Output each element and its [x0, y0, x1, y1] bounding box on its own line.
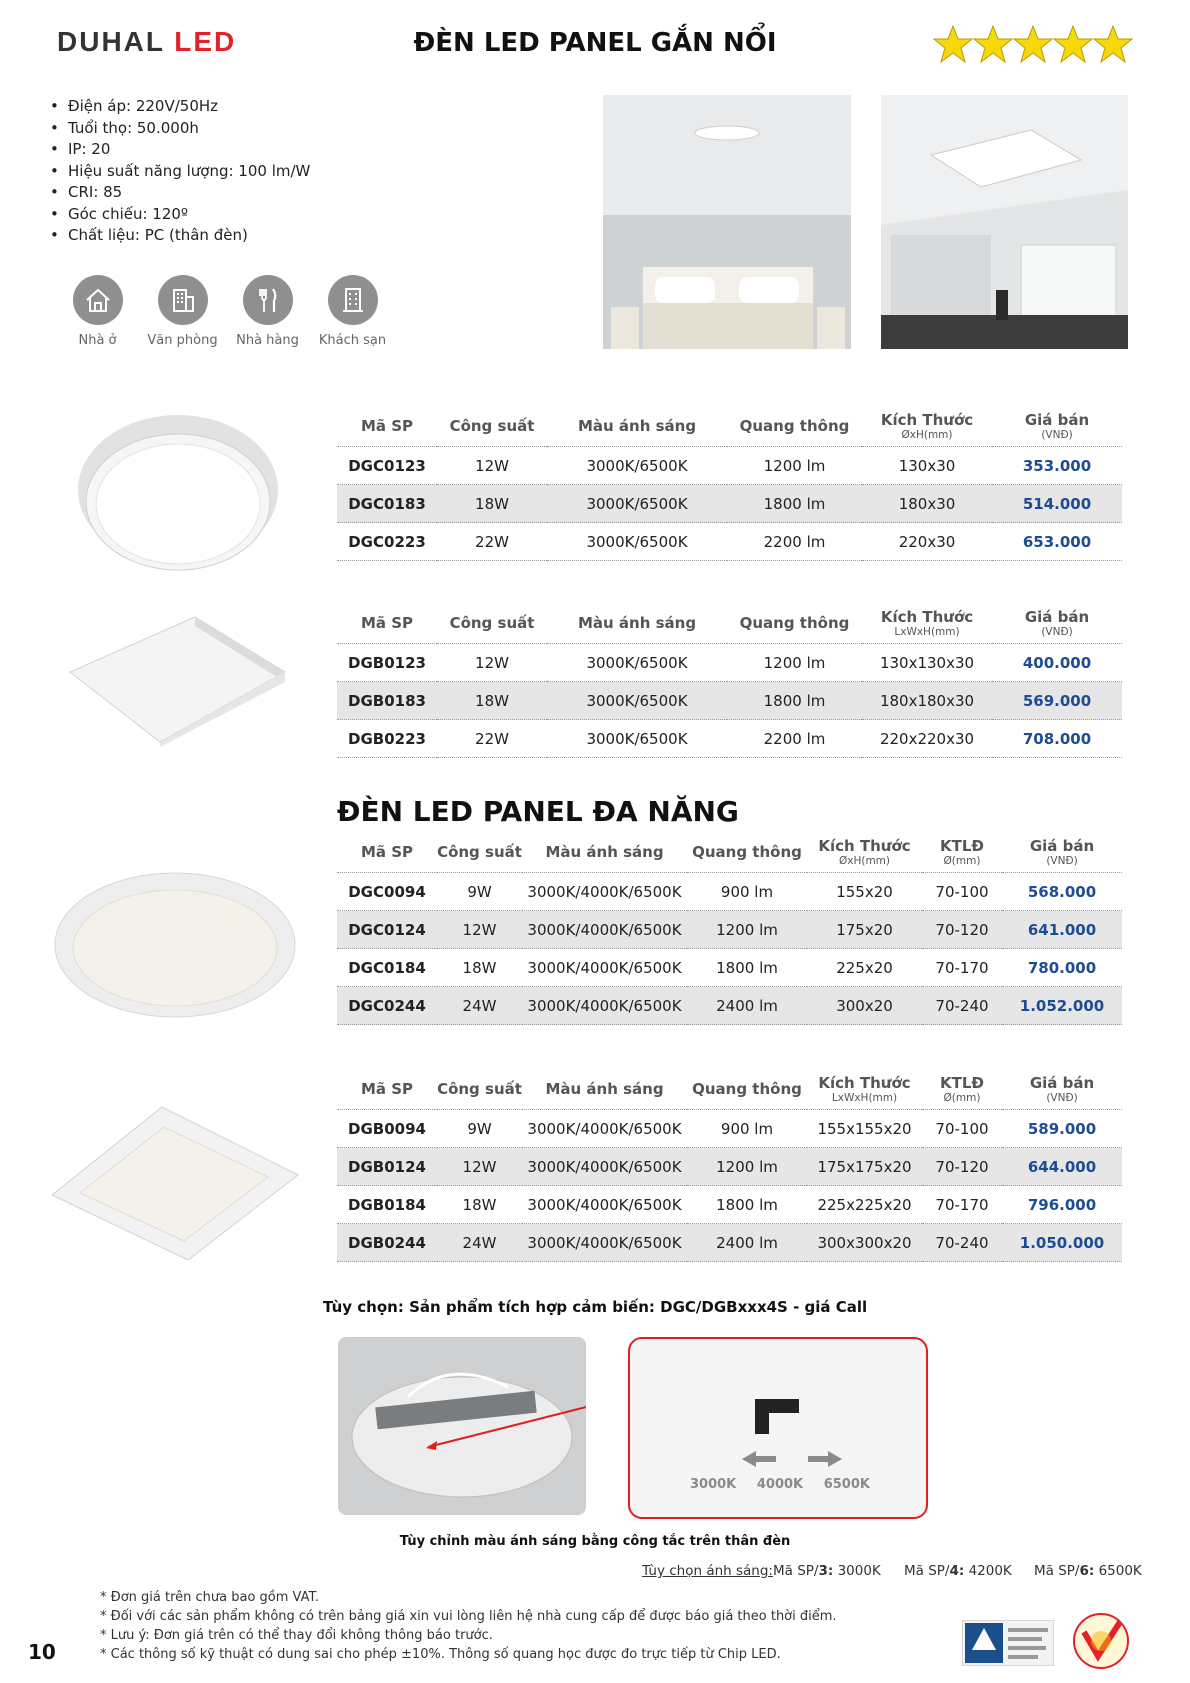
switch-arrows-icon [742, 1449, 842, 1469]
use-cases [55, 275, 395, 348]
switch-label-4000: 4000K [756, 1477, 804, 1492]
footnote-line: * Các thông số kỹ thuật có dung sai cho phép ±10%. Thông số quang học được đo trực tiếp từ Chip LED. [100, 1647, 781, 1662]
fork-knife-icon [243, 275, 293, 325]
panel-back-photo [338, 1337, 586, 1515]
table-cell: 12W [437, 447, 547, 485]
star-icon [1093, 24, 1133, 64]
table-row [337, 1186, 1122, 1224]
page-title: ĐÈN LED PANEL GẮN NỔI [413, 28, 777, 58]
hotel-icon [328, 275, 378, 325]
table-row [337, 1148, 1122, 1186]
col-power: Công suất [437, 406, 547, 447]
table-cell: 180x30 [862, 485, 992, 523]
table-cell: 3000K/6500K [547, 523, 727, 561]
col-power: Công suất [437, 832, 522, 873]
col-cutout: KTLĐ Ø(mm) [922, 1069, 1002, 1110]
product-code: DGB0184 [337, 1186, 437, 1224]
footnote-line: * Đơn giá trên chưa bao gồm VAT. [100, 1590, 320, 1605]
star-icon [1013, 24, 1053, 64]
product-code: DGB0124 [337, 1148, 437, 1186]
price: 569.000 [992, 682, 1122, 720]
use-label: Nhà hàng [236, 333, 299, 348]
table-cell: 2200 lm [727, 523, 862, 561]
table-cell: 3000K/6500K [547, 485, 727, 523]
col-code: Mã SP [337, 603, 437, 644]
table-cell: 130x30 [862, 447, 992, 485]
price-table-square-surface [337, 603, 1122, 758]
price-table-round-multi [337, 832, 1122, 1025]
price-table-round-surface [337, 406, 1122, 561]
brand-name-part1: DUHAL [57, 26, 165, 57]
col-color: Màu ánh sáng [522, 832, 687, 873]
table-cell: 3000K/4000K/6500K [522, 987, 687, 1025]
table-cell: 300x300x20 [807, 1224, 922, 1262]
table-cell: 180x180x30 [862, 682, 992, 720]
table-cell: 225x20 [807, 949, 922, 987]
star-icon [973, 24, 1013, 64]
page-number: 10 [28, 1640, 56, 1664]
house-icon [73, 275, 123, 325]
price: 1.050.000 [1002, 1224, 1122, 1262]
table-cell: 1800 lm [687, 949, 807, 987]
table-row [337, 949, 1122, 987]
col-color: Màu ánh sáng [547, 603, 727, 644]
col-price: Giá bán (VNĐ) [1002, 1069, 1122, 1110]
table-cell: 1200 lm [687, 911, 807, 949]
product-code: DGB0123 [337, 644, 437, 682]
table-cell: 175x20 [807, 911, 922, 949]
price: 400.000 [992, 644, 1122, 682]
price: 568.000 [1002, 873, 1122, 911]
color-switch-icon [755, 1399, 800, 1434]
table-cell: 1200 lm [727, 644, 862, 682]
price: 780.000 [1002, 949, 1122, 987]
price: 353.000 [992, 447, 1122, 485]
price: 644.000 [1002, 1148, 1122, 1186]
price-table-square-multi [337, 1069, 1122, 1262]
table-cell: 22W [437, 523, 547, 561]
table-cell: 155x155x20 [807, 1110, 922, 1148]
col-cutout: KTLĐ Ø(mm) [922, 832, 1002, 873]
col-code: Mã SP [337, 406, 437, 447]
table-row [337, 1224, 1122, 1262]
table-row [337, 447, 1122, 485]
product-code: DGB0183 [337, 682, 437, 720]
col-code: Mã SP [337, 1069, 437, 1110]
table-cell: 900 lm [687, 873, 807, 911]
table-cell: 18W [437, 949, 522, 987]
table-cell: 70-100 [922, 1110, 1002, 1148]
footnote-line: * Đối với các sản phẩm không có trên bảng giá xin vui lòng liên hệ nhà cung cấp để được báo giá theo thời điểm. [100, 1609, 837, 1624]
use-office [140, 275, 225, 348]
table-cell: 220x30 [862, 523, 992, 561]
table-cell: 3000K/4000K/6500K [522, 1148, 687, 1186]
table-cell: 2200 lm [727, 720, 862, 758]
price: 589.000 [1002, 1110, 1122, 1148]
col-color: Màu ánh sáng [547, 406, 727, 447]
table-cell: 22W [437, 720, 547, 758]
use-label: Khách sạn [318, 333, 387, 348]
square-panel-product-image [65, 612, 290, 747]
table-cell: 9W [437, 873, 522, 911]
table-cell: 1800 lm [727, 682, 862, 720]
table-cell: 18W [437, 1186, 522, 1224]
tuv-certification-logo [962, 1620, 1054, 1666]
table-cell: 3000K/6500K [547, 644, 727, 682]
table-cell: 3000K/4000K/6500K [522, 1110, 687, 1148]
price: 641.000 [1002, 911, 1122, 949]
use-home [55, 275, 140, 348]
table-cell: 900 lm [687, 1110, 807, 1148]
spec-item: • IP: 20 [50, 139, 310, 161]
table-row [337, 911, 1122, 949]
square-multi-panel-product-image [50, 1105, 300, 1260]
table-cell: 12W [437, 1148, 522, 1186]
use-hotel [310, 275, 395, 348]
table-cell: 70-120 [922, 1148, 1002, 1186]
table-row [337, 1110, 1122, 1148]
table-cell: 12W [437, 911, 522, 949]
product-code: DGC0094 [337, 873, 437, 911]
light-option-6: Mã SP/6: 6500K [1034, 1563, 1142, 1579]
table-cell: 18W [437, 485, 547, 523]
table-cell: 3000K/4000K/6500K [522, 1186, 687, 1224]
table-cell: 70-240 [922, 987, 1002, 1025]
switch-closeup-photo [628, 1337, 928, 1519]
vietnam-quality-logo [1072, 1612, 1130, 1670]
use-label: Nhà ở [78, 333, 117, 348]
table-cell: 18W [437, 682, 547, 720]
table-cell: 1800 lm [687, 1186, 807, 1224]
table-cell: 2400 lm [687, 987, 807, 1025]
table-cell: 70-170 [922, 1186, 1002, 1224]
spec-item: • Góc chiếu: 120º [50, 204, 310, 226]
switch-label-3000: 3000K [690, 1477, 737, 1492]
col-flux: Quang thông [687, 832, 807, 873]
product-code: DGC0184 [337, 949, 437, 987]
col-flux: Quang thông [727, 603, 862, 644]
product-code: DGC0223 [337, 523, 437, 561]
sensor-option-note: Tùy chọn: Sản phẩm tích hợp cảm biến: DGC/DGBxxx4S - giá Call [322, 1298, 868, 1316]
footnote-line: * Lưu ý: Đơn giá trên có thể thay đổi không thông báo trước. [100, 1628, 493, 1643]
use-restaurant [225, 275, 310, 348]
star-icon [1053, 24, 1093, 64]
star-icon [933, 24, 973, 64]
product-code: DGC0244 [337, 987, 437, 1025]
table-cell: 175x175x20 [807, 1148, 922, 1186]
use-label: Văn phòng [147, 333, 218, 348]
table-row [337, 873, 1122, 911]
spec-item: • Điện áp: 220V/50Hz [50, 96, 310, 118]
switch-label-6500: 6500K [823, 1477, 870, 1492]
table-cell: 3000K/4000K/6500K [522, 1224, 687, 1262]
bedroom-photo [603, 95, 851, 349]
col-flux: Quang thông [687, 1069, 807, 1110]
product-code: DGB0223 [337, 720, 437, 758]
round-panel-product-image [70, 410, 285, 580]
table-cell: 12W [437, 644, 547, 682]
light-option-label: Tùy chọn ánh sáng: [642, 1563, 773, 1579]
product-code: DGC0123 [337, 447, 437, 485]
col-flux: Quang thông [727, 406, 862, 447]
product-code: DGB0094 [337, 1110, 437, 1148]
col-size: Kích Thước LxWxH(mm) [862, 603, 992, 644]
table-cell: 3000K/4000K/6500K [522, 873, 687, 911]
light-option-4: Mã SP/4: 4200K [904, 1563, 1012, 1579]
col-price: Giá bán (VNĐ) [1002, 832, 1122, 873]
table-cell: 130x130x30 [862, 644, 992, 682]
table-cell: 70-240 [922, 1224, 1002, 1262]
spec-list [50, 96, 310, 247]
office-building-icon [158, 275, 208, 325]
section-title-multi: ĐÈN LED PANEL ĐA NĂNG [337, 795, 739, 828]
col-price: Giá bán (VNĐ) [992, 406, 1122, 447]
table-row [337, 987, 1122, 1025]
price: 653.000 [992, 523, 1122, 561]
table-cell: 3000K/6500K [547, 447, 727, 485]
price: 796.000 [1002, 1186, 1122, 1224]
col-size: Kích Thước LxWxH(mm) [807, 1069, 922, 1110]
switch-caption: Tùy chỉnh màu ánh sáng bằng công tắc trên thân đèn [399, 1534, 791, 1549]
table-cell: 70-170 [922, 949, 1002, 987]
table-cell: 3000K/4000K/6500K [522, 911, 687, 949]
table-row [337, 523, 1122, 561]
table-cell: 2400 lm [687, 1224, 807, 1262]
table-cell: 3000K/4000K/6500K [522, 949, 687, 987]
table-row [337, 682, 1122, 720]
col-size: Kích Thước ØxH(mm) [807, 832, 922, 873]
table-cell: 300x20 [807, 987, 922, 1025]
col-code: Mã SP [337, 832, 437, 873]
spec-item: • CRI: 85 [50, 182, 310, 204]
product-code: DGC0183 [337, 485, 437, 523]
col-price: Giá bán (VNĐ) [992, 603, 1122, 644]
product-code: DGB0244 [337, 1224, 437, 1262]
table-cell: 1200 lm [727, 447, 862, 485]
col-color: Màu ánh sáng [522, 1069, 687, 1110]
brand-name-part2: LED [174, 26, 237, 57]
table-cell: 70-120 [922, 911, 1002, 949]
light-option-3: Mã SP/3: 3000K [773, 1563, 881, 1579]
table-row [337, 644, 1122, 682]
switch-labels [690, 1477, 870, 1492]
col-power: Công suất [437, 603, 547, 644]
col-size: Kích Thước ØxH(mm) [862, 406, 992, 447]
rating-stars [933, 24, 1133, 64]
table-cell: 1800 lm [727, 485, 862, 523]
table-cell: 24W [437, 987, 522, 1025]
table-cell: 225x225x20 [807, 1186, 922, 1224]
table-cell: 9W [437, 1110, 522, 1148]
col-power: Công suất [437, 1069, 522, 1110]
price: 1.052.000 [1002, 987, 1122, 1025]
living-room-photo [881, 95, 1128, 349]
table-cell: 3000K/6500K [547, 720, 727, 758]
table-row [337, 485, 1122, 523]
spec-item: • Tuổi thọ: 50.000h [50, 118, 310, 140]
spec-item: • Hiệu suất năng lượng: 100 lm/W [50, 161, 310, 183]
footnotes [100, 1588, 837, 1664]
product-code: DGC0124 [337, 911, 437, 949]
table-cell: 70-100 [922, 873, 1002, 911]
price: 514.000 [992, 485, 1122, 523]
table-cell: 1200 lm [687, 1148, 807, 1186]
spec-item: • Chất liệu: PC (thân đèn) [50, 225, 310, 247]
table-cell: 155x20 [807, 873, 922, 911]
table-cell: 220x220x30 [862, 720, 992, 758]
price: 708.000 [992, 720, 1122, 758]
table-cell: 24W [437, 1224, 522, 1262]
round-multi-panel-product-image [53, 870, 298, 1020]
table-cell: 3000K/6500K [547, 682, 727, 720]
table-row [337, 720, 1122, 758]
